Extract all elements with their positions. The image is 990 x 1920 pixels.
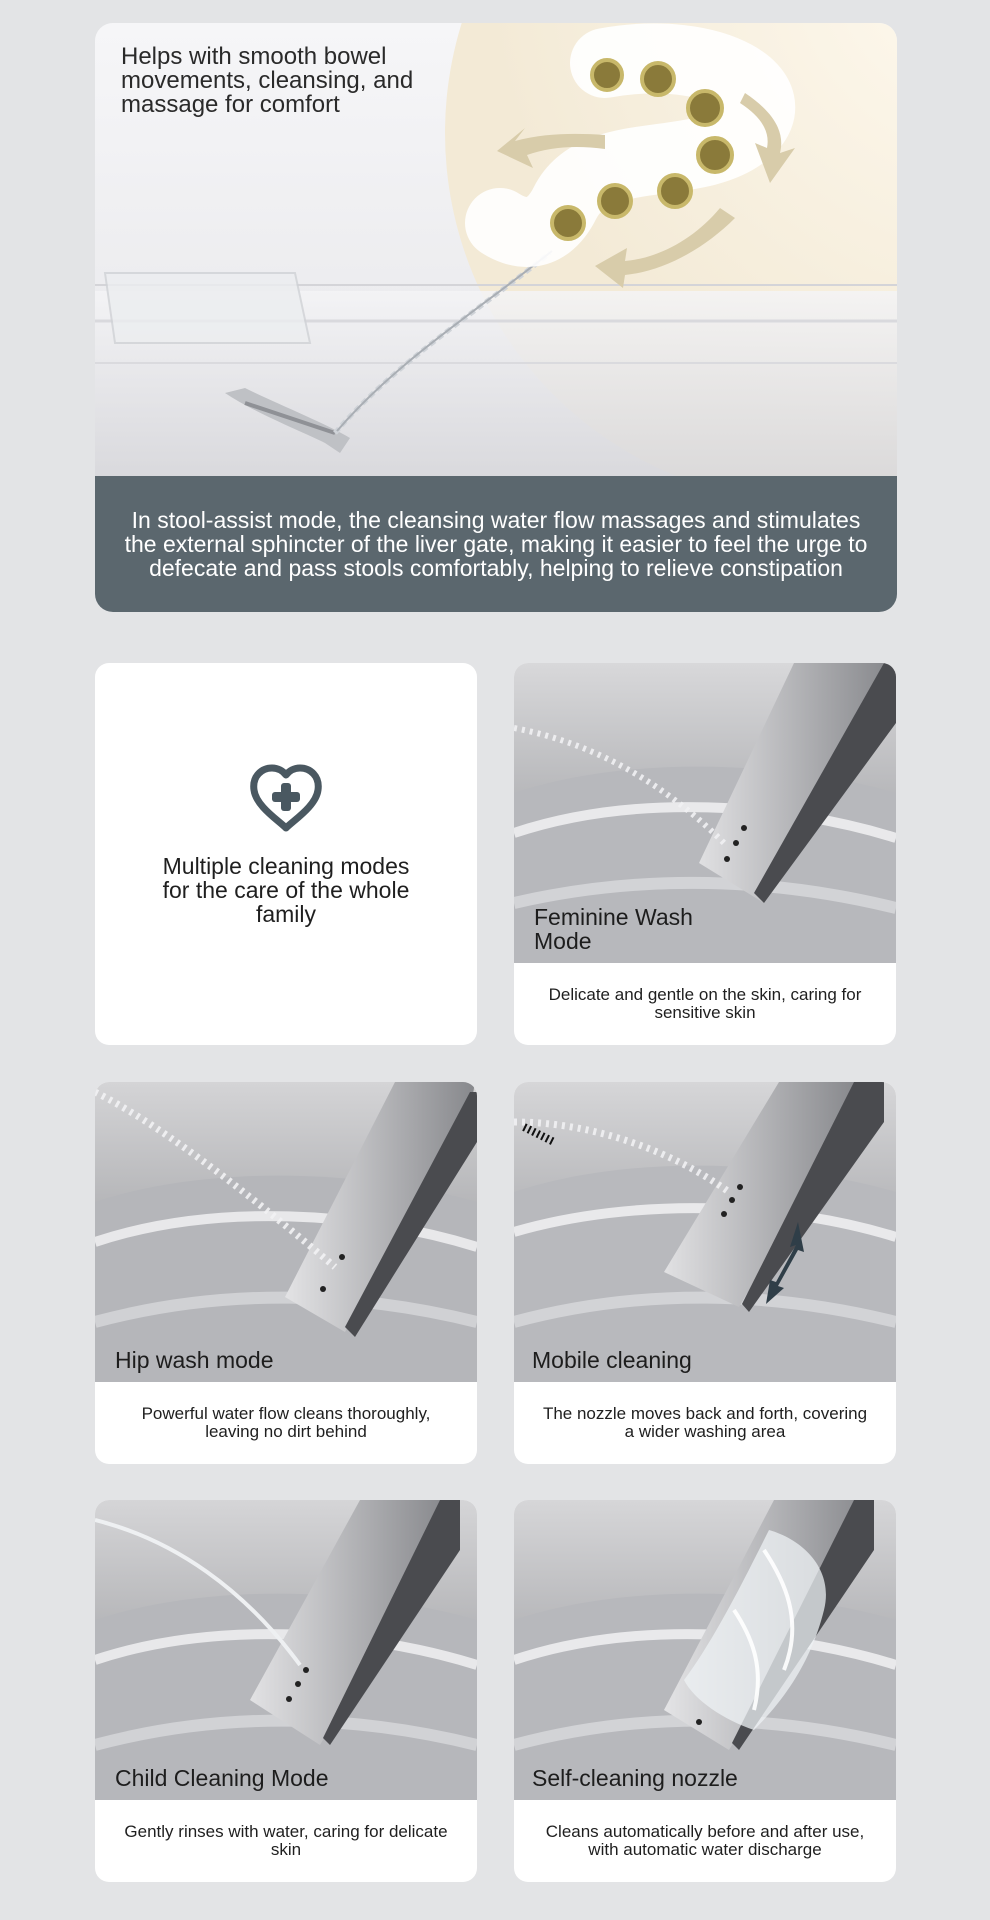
mode-card-self-cleaning (514, 1500, 896, 1882)
child-cleaning-photo (95, 1500, 477, 1800)
intro-card (95, 663, 477, 1045)
stool-assist-hero (95, 23, 897, 612)
mode-description: The nozzle moves back and forth, covering a wider washing area (542, 1404, 868, 1441)
mode-card-mobile-cleaning (514, 1082, 896, 1464)
mode-description: Gently rinses with water, caring for delicate skin (124, 1822, 448, 1859)
mobile-cleaning-photo (514, 1082, 896, 1382)
mode-label: Feminine Wash Mode (534, 904, 693, 954)
mode-description: Delicate and gentle on the skin, caring for sensitive skin (548, 985, 862, 1022)
mode-label: Mobile cleaning (532, 1347, 692, 1373)
mode-card-child-cleaning (95, 1500, 477, 1882)
hero-description: In stool-assist mode, the cleansing water flow massages and stimulates the external sphincter of the liver gate, making it easier to feel the urge to defecate and pass stools comfortably, helping to relieve constipation (95, 476, 897, 612)
hip-wash-photo (95, 1082, 477, 1382)
self-cleaning-photo (514, 1500, 896, 1800)
hero-title: Helps with smooth bowel movements, cleansing, and massage for comfort (121, 43, 414, 118)
mode-card-hip-wash (95, 1082, 477, 1464)
mode-label: Hip wash mode (115, 1347, 274, 1373)
mode-description: Powerful water flow cleans thoroughly, leaving no dirt behind (141, 1404, 431, 1441)
feminine-wash-photo (514, 663, 896, 963)
mode-label: Child Cleaning Mode (115, 1765, 329, 1791)
mode-label: Self-cleaning nozzle (532, 1765, 738, 1791)
intro-text: Multiple cleaning modes for the care of the whole family (162, 853, 410, 927)
mode-description: Cleans automatically before and after use, with automatic water discharge (545, 1822, 865, 1859)
mode-card-feminine-wash (514, 663, 896, 1045)
heart-plus-icon (248, 762, 324, 834)
